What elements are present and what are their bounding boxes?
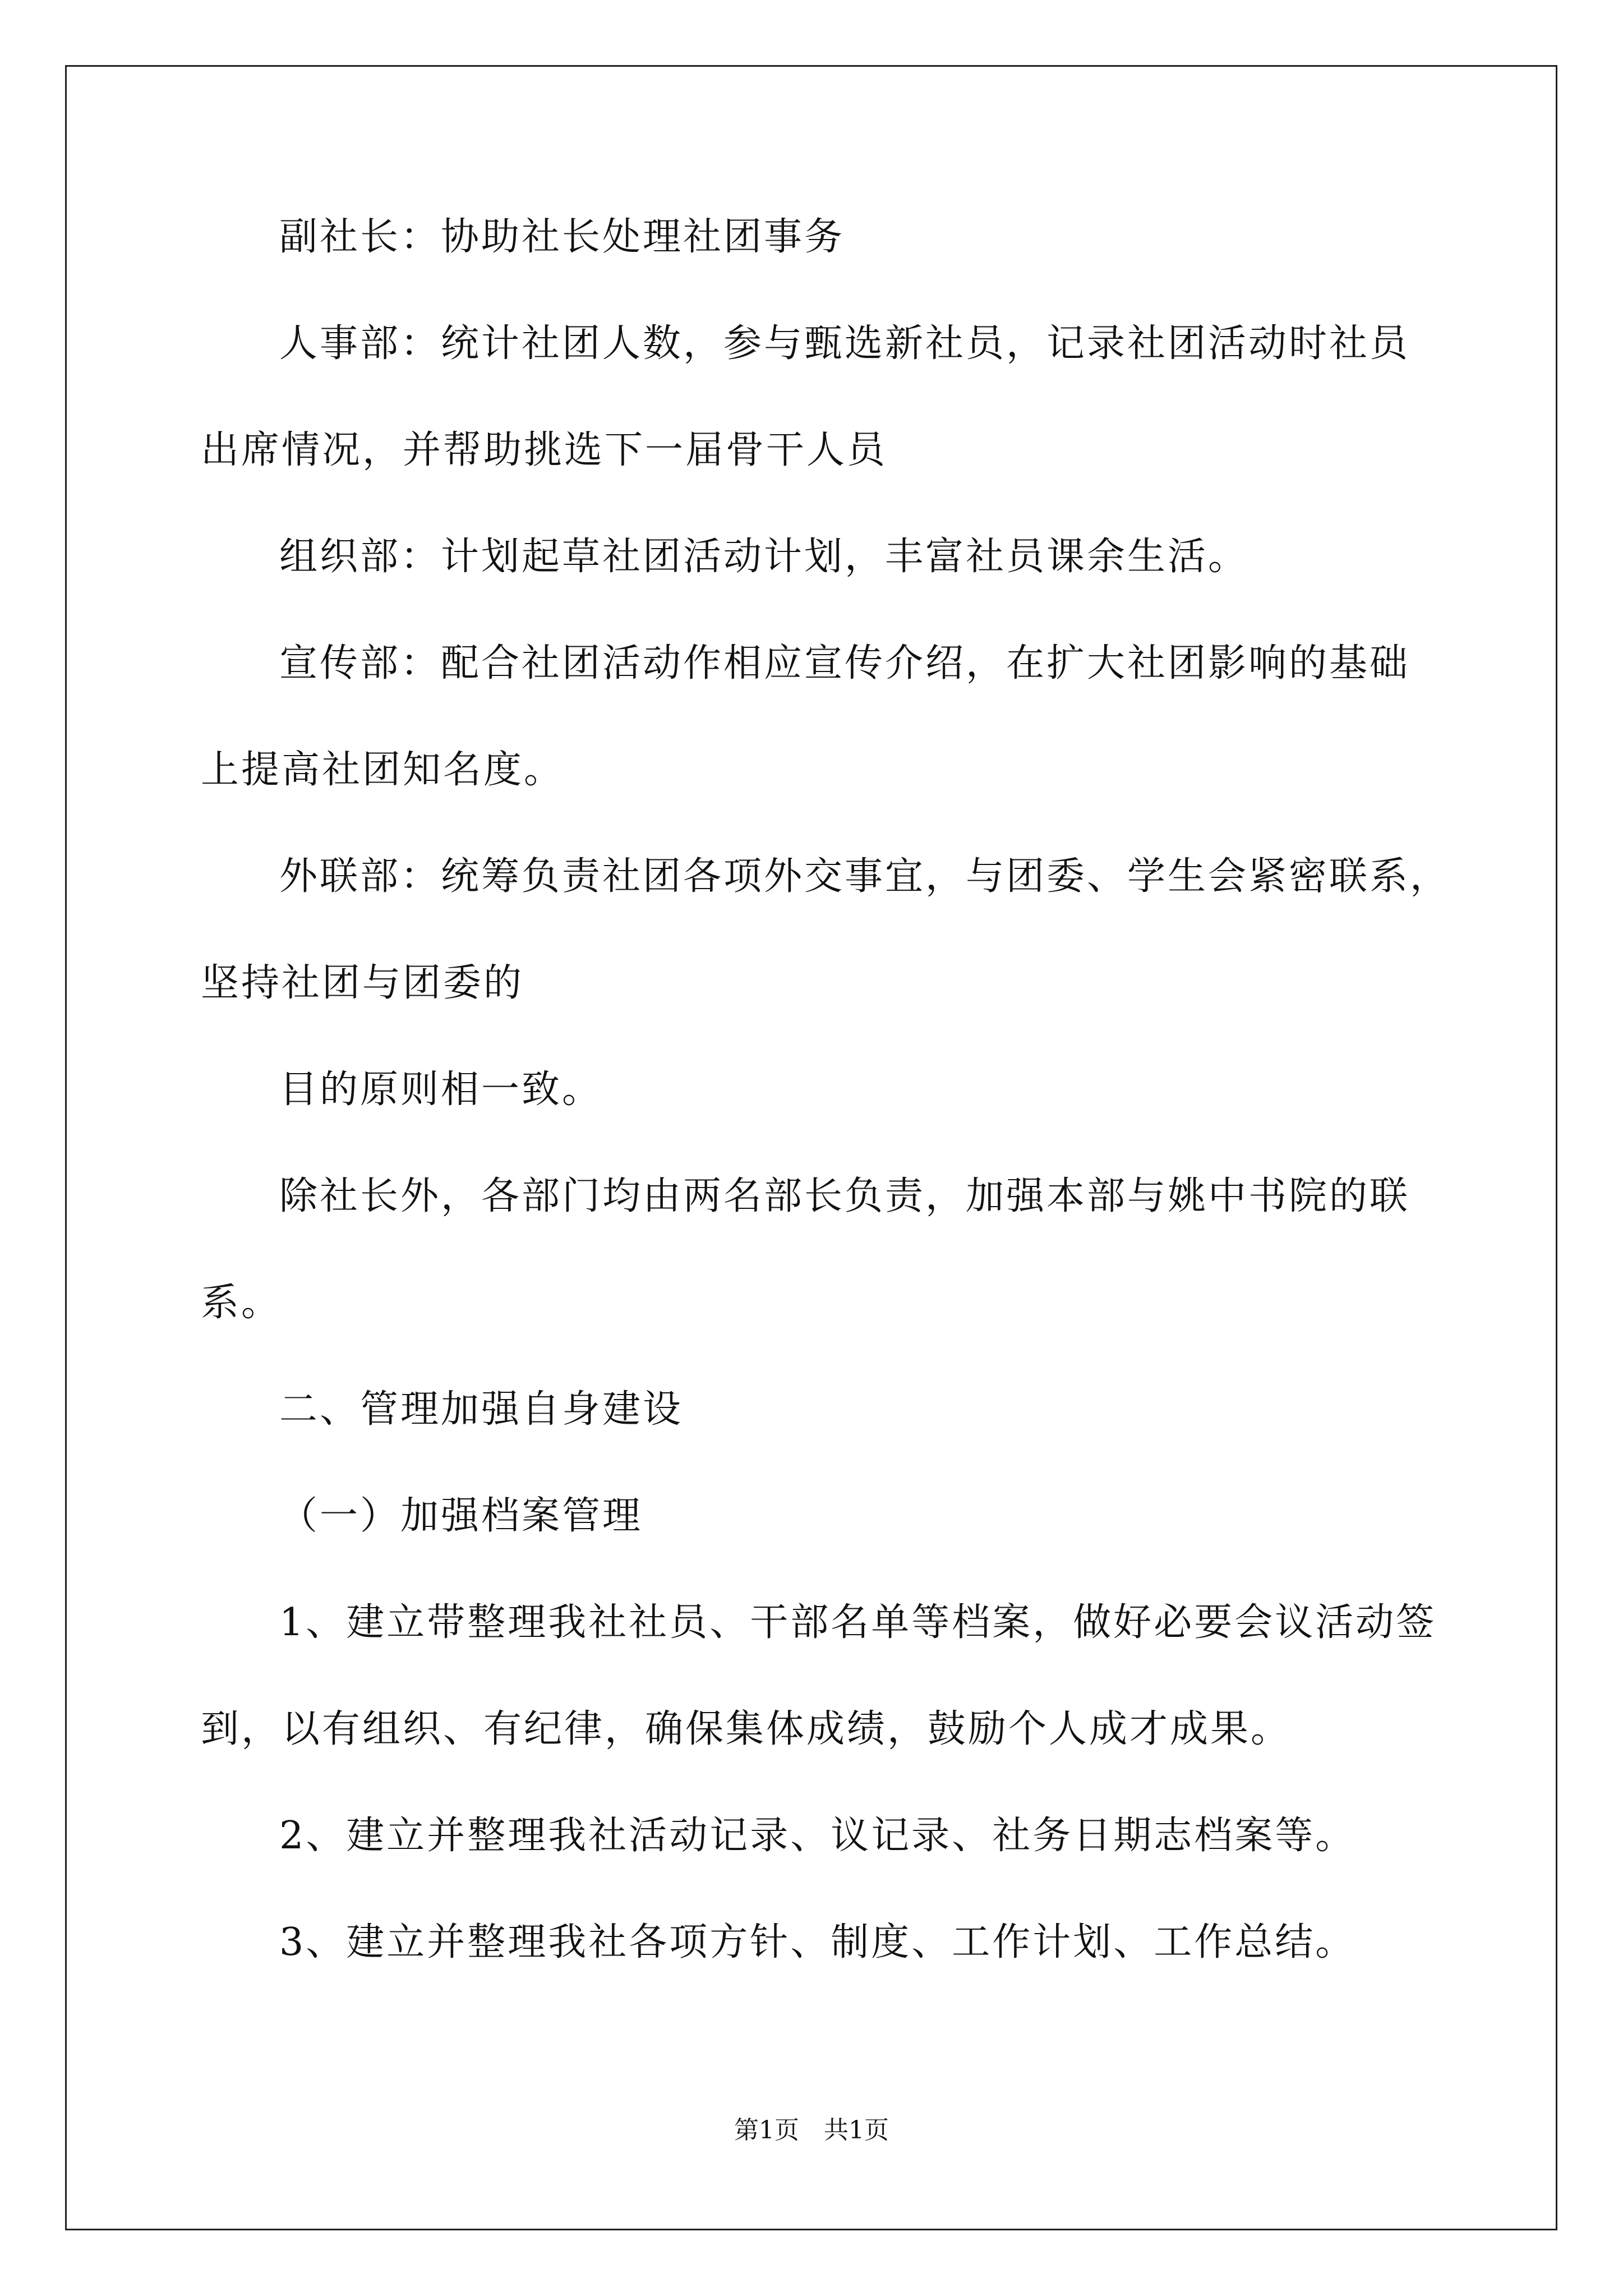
page-border: [65, 65, 1557, 2230]
text-line: 目的原则相一致。: [279, 1068, 603, 1112]
text-line: 宣传部：配合社团活动作相应宣传介绍，在扩大社团影响的基础: [279, 641, 1410, 685]
text-line: （一）加强档案管理: [279, 1494, 643, 1538]
text-line: 到，以有组织、有纪律，确保集体成绩，鼓励个人成才成果。: [201, 1707, 1292, 1751]
text-line: 副社长：协助社长处理社团事务: [279, 215, 845, 259]
text-line: 坚持社团与团委的: [201, 961, 524, 1005]
text-line: 组织部：计划起草社团活动计划，丰富社员课余生活。: [279, 535, 1249, 579]
page-footer: 第1页 共1页: [734, 2116, 889, 2145]
text-line: 系。: [201, 1281, 282, 1325]
text-line: 除社长外，各部门均由两名部长负责，加强本部与姚中书院的联: [279, 1174, 1410, 1218]
text-line: 1、建立带整理我社社员、干部名单等档案，做好必要会议活动签: [279, 1600, 1437, 1645]
text-line: 出席情况，并帮助挑选下一届骨干人员: [201, 428, 888, 472]
text-line: 上提高社团知名度。: [201, 748, 565, 792]
text-line: 二、管理加强自身建设: [279, 1387, 684, 1432]
text-line: 外联部：统筹负责社团各项外交事宜，与团委、学生会紧密联系，: [279, 854, 1451, 899]
text-line: 人事部：统计社团人数，参与甄选新社员，记录社团活动时社员: [279, 321, 1410, 366]
text-line: 2、建立并整理我社活动记录、议记录、社务日期志档案等。: [279, 1814, 1356, 1858]
text-line: 3、建立并整理我社各项方针、制度、工作计划、工作总结。: [279, 1920, 1356, 1964]
